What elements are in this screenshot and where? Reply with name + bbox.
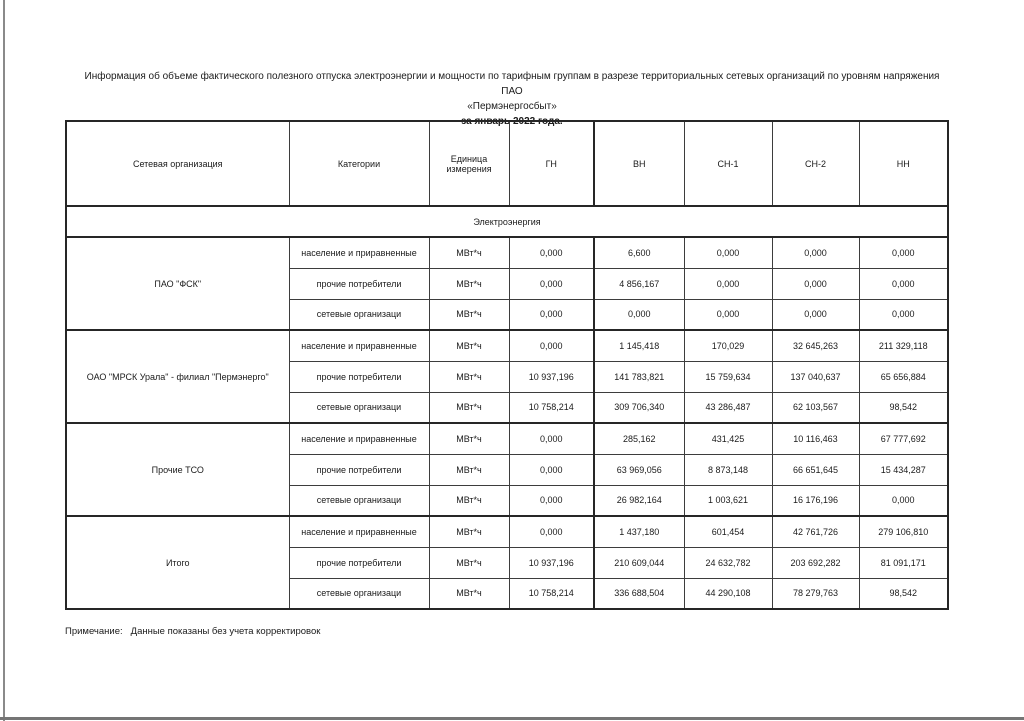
value-cell: 98,542 [859, 578, 948, 609]
value-cell: 211 329,118 [859, 330, 948, 361]
col-header-unit: Единица измерения [429, 121, 509, 206]
value-cell: 0,000 [509, 485, 594, 516]
value-cell: 0,000 [859, 299, 948, 330]
value-cell: 0,000 [772, 299, 859, 330]
electricity-output-table [65, 120, 949, 610]
value-cell: 10 116,463 [772, 423, 859, 454]
unit-cell: МВт*ч [429, 516, 509, 547]
table-row [66, 237, 948, 268]
value-cell: 0,000 [772, 237, 859, 268]
value-cell: 0,000 [509, 237, 594, 268]
value-cell: 10 758,214 [509, 392, 594, 423]
value-cell: 1 145,418 [594, 330, 684, 361]
value-cell: 279 106,810 [859, 516, 948, 547]
title-line-2: «Пермэнергосбыт» [467, 101, 557, 112]
col-header-org: Сетевая организация [66, 121, 289, 206]
table-row [66, 516, 948, 547]
value-cell: 0,000 [859, 268, 948, 299]
value-cell: 141 783,821 [594, 361, 684, 392]
value-cell: 137 040,637 [772, 361, 859, 392]
value-cell: 170,029 [684, 330, 772, 361]
value-cell: 0,000 [859, 485, 948, 516]
value-cell: 66 651,645 [772, 454, 859, 485]
category-cell: сетевые организаци [289, 578, 429, 609]
unit-cell: МВт*ч [429, 485, 509, 516]
value-cell: 10 937,196 [509, 547, 594, 578]
col-header-sn1: СН-1 [684, 121, 772, 206]
col-header-category: Категории [289, 121, 429, 206]
value-cell: 0,000 [509, 330, 594, 361]
value-cell: 1 437,180 [594, 516, 684, 547]
value-cell: 62 103,567 [772, 392, 859, 423]
category-cell: прочие потребители [289, 454, 429, 485]
value-cell: 0,000 [509, 516, 594, 547]
table-row [66, 330, 948, 361]
value-cell: 42 761,726 [772, 516, 859, 547]
value-cell: 65 656,884 [859, 361, 948, 392]
category-cell: прочие потребители [289, 361, 429, 392]
value-cell: 98,542 [859, 392, 948, 423]
col-header-vn: ВН [594, 121, 684, 206]
value-cell: 0,000 [509, 454, 594, 485]
org-name-cell: Итого [66, 516, 289, 609]
unit-cell: МВт*ч [429, 547, 509, 578]
value-cell: 32 645,263 [772, 330, 859, 361]
value-cell: 203 692,282 [772, 547, 859, 578]
value-cell: 0,000 [509, 268, 594, 299]
category-cell: население и приравненные [289, 237, 429, 268]
value-cell: 601,454 [684, 516, 772, 547]
table-row [66, 423, 948, 454]
section-row [66, 206, 948, 237]
value-cell: 16 176,196 [772, 485, 859, 516]
footnote-label: Примечание: [65, 626, 123, 637]
col-header-sn2: СН-2 [772, 121, 859, 206]
section-title-cell: Электроэнергия [66, 206, 948, 237]
value-cell: 63 969,056 [594, 454, 684, 485]
value-cell: 0,000 [684, 268, 772, 299]
unit-cell: МВт*ч [429, 299, 509, 330]
org-name-cell: ПАО "ФСК" [66, 237, 289, 330]
value-cell: 15 434,287 [859, 454, 948, 485]
page-left-edge-line [3, 0, 5, 721]
value-cell: 44 290,108 [684, 578, 772, 609]
category-cell: сетевые организаци [289, 392, 429, 423]
value-cell: 43 286,487 [684, 392, 772, 423]
value-cell: 24 632,782 [684, 547, 772, 578]
value-cell: 0,000 [684, 299, 772, 330]
value-cell: 10 758,214 [509, 578, 594, 609]
value-cell: 0,000 [509, 299, 594, 330]
footnote-text: Данные показаны без учета корректировок [130, 626, 321, 637]
value-cell: 78 279,763 [772, 578, 859, 609]
value-cell: 431,425 [684, 423, 772, 454]
footnote [65, 626, 320, 637]
title-text [82, 69, 942, 114]
value-cell: 6,600 [594, 237, 684, 268]
col-header-gn: ГН [509, 121, 594, 206]
unit-cell: МВт*ч [429, 578, 509, 609]
value-cell: 309 706,340 [594, 392, 684, 423]
table-body [66, 206, 948, 609]
value-cell: 336 688,504 [594, 578, 684, 609]
unit-cell: МВт*ч [429, 268, 509, 299]
category-cell: прочие потребители [289, 547, 429, 578]
unit-cell: МВт*ч [429, 330, 509, 361]
value-cell: 10 937,196 [509, 361, 594, 392]
value-cell: 0,000 [772, 268, 859, 299]
category-cell: население и приравненные [289, 330, 429, 361]
value-cell: 210 609,044 [594, 547, 684, 578]
org-name-cell: Прочие ТСО [66, 423, 289, 516]
page-bottom-edge-line [0, 717, 1024, 720]
value-cell: 8 873,148 [684, 454, 772, 485]
value-cell: 0,000 [594, 299, 684, 330]
value-cell: 4 856,167 [594, 268, 684, 299]
value-cell: 0,000 [509, 423, 594, 454]
unit-cell: МВт*ч [429, 237, 509, 268]
org-name-cell: ОАО "МРСК Урала" - филиал "Пермэнерго" [66, 330, 289, 423]
value-cell: 15 759,634 [684, 361, 772, 392]
value-cell: 0,000 [684, 237, 772, 268]
category-cell: население и приравненные [289, 423, 429, 454]
header-row [66, 121, 948, 206]
unit-cell: МВт*ч [429, 392, 509, 423]
value-cell: 81 091,171 [859, 547, 948, 578]
value-cell: 0,000 [859, 237, 948, 268]
category-cell: сетевые организаци [289, 299, 429, 330]
value-cell: 1 003,621 [684, 485, 772, 516]
title-period: за январь 2022 года. [461, 116, 563, 127]
value-cell: 26 982,164 [594, 485, 684, 516]
category-cell: прочие потребители [289, 268, 429, 299]
unit-cell: МВт*ч [429, 454, 509, 485]
col-header-nn: НН [859, 121, 948, 206]
unit-cell: МВт*ч [429, 423, 509, 454]
category-cell: население и приравненные [289, 516, 429, 547]
value-cell: 67 777,692 [859, 423, 948, 454]
unit-cell: МВт*ч [429, 361, 509, 392]
value-cell: 285,162 [594, 423, 684, 454]
category-cell: сетевые организаци [289, 485, 429, 516]
title-line-1: Информация об объеме фактического полезного отпуска электроэнергии и мощности по тарифным группам в разрезе территориальных сетевых организаций по уровням напряжения ПАО [84, 71, 940, 97]
